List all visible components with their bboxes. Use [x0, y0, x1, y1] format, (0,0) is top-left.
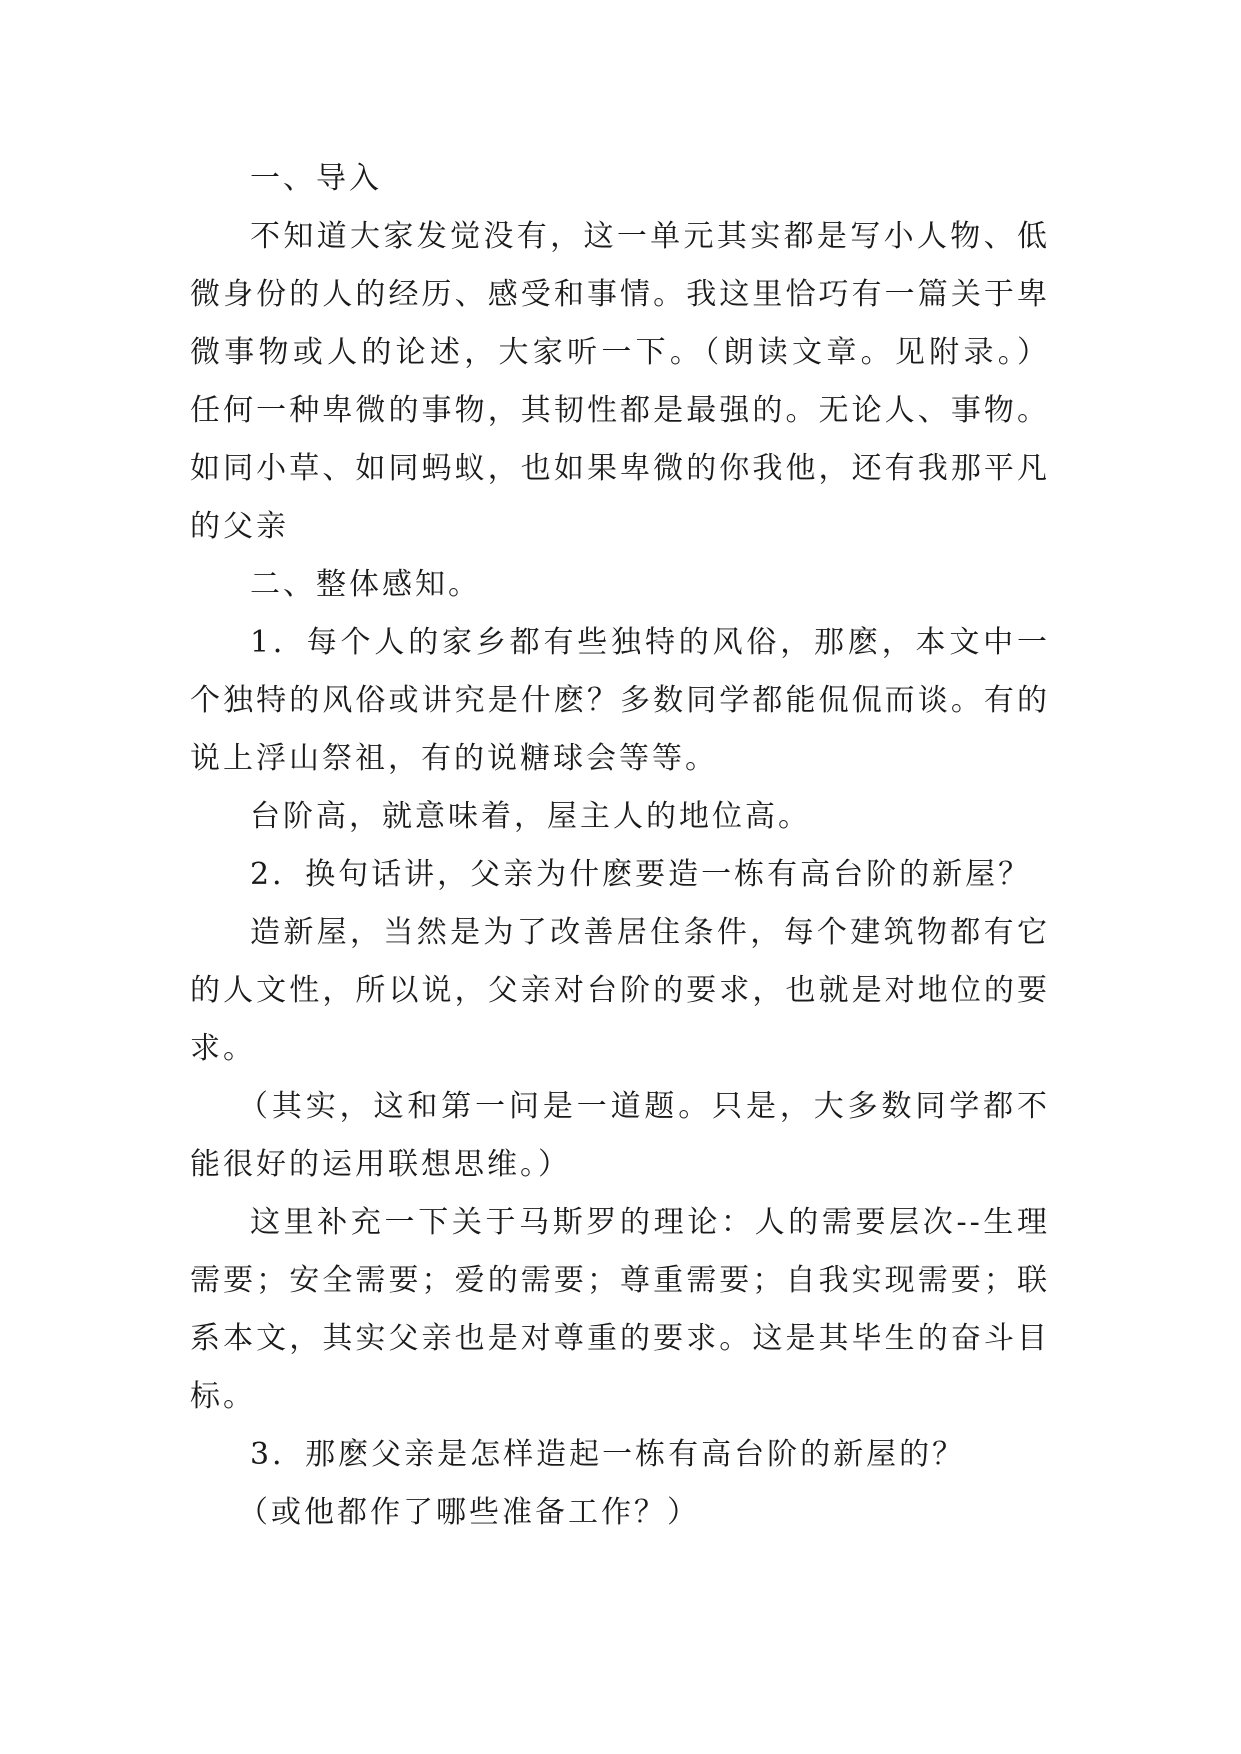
section-heading-overview: 二、整体感知。 — [250, 567, 481, 602]
paragraph-steps-meaning: 台阶高，就意味着，屋主人的地位高。 — [250, 799, 811, 834]
question-3-note: （或他都作了哪些准备工作？） — [238, 1495, 700, 1530]
paragraph-new-house: 造新屋，当然是为了改善居住条件，每个建筑物都有它的人文性，所以说，父亲对台阶的要求，也就是对地位的要求。 — [190, 915, 1050, 1066]
section-heading-intro: 一、导入 — [250, 161, 382, 196]
question-2: 2．换句话讲，父亲为什麽要造一栋有高台阶的新屋？ — [250, 857, 1032, 892]
document-body — [190, 150, 1050, 1542]
paragraph-intro: 不知道大家发觉没有，这一单元其实都是写小人物、低微身份的人的经历、感受和事情。我这里恰巧有一篇关于卑微事物或人的论述，大家听一下。（朗读文章。见附录。）任何一种卑微的事物，其韧性都是最强的。无论人、事物。如同小草、如同蚂蚁，也如果卑微的你我他，还有我那平凡的父亲 — [190, 219, 1050, 544]
paragraph-maslow: 这里补充一下关于马斯罗的理论：人的需要层次--生理需要；安全需要；爱的需要；尊重需要；自我实现需要；联系本文，其实父亲也是对尊重的要求。这是其毕生的奋斗目标。 — [190, 1205, 1050, 1414]
question-1: 1．每个人的家乡都有些独特的风俗，那麽，本文中一个独特的风俗或讲究是什麽？多数同学都能侃侃而谈。有的说上浮山祭祖，有的说糖球会等等。 — [190, 625, 1050, 776]
paragraph-note: （其实，这和第一问是一道题。只是，大多数同学都不能很好的运用联想思维。） — [190, 1089, 1050, 1182]
question-3: 3．那麽父亲是怎样造起一栋有高台阶的新屋的？ — [250, 1437, 966, 1472]
